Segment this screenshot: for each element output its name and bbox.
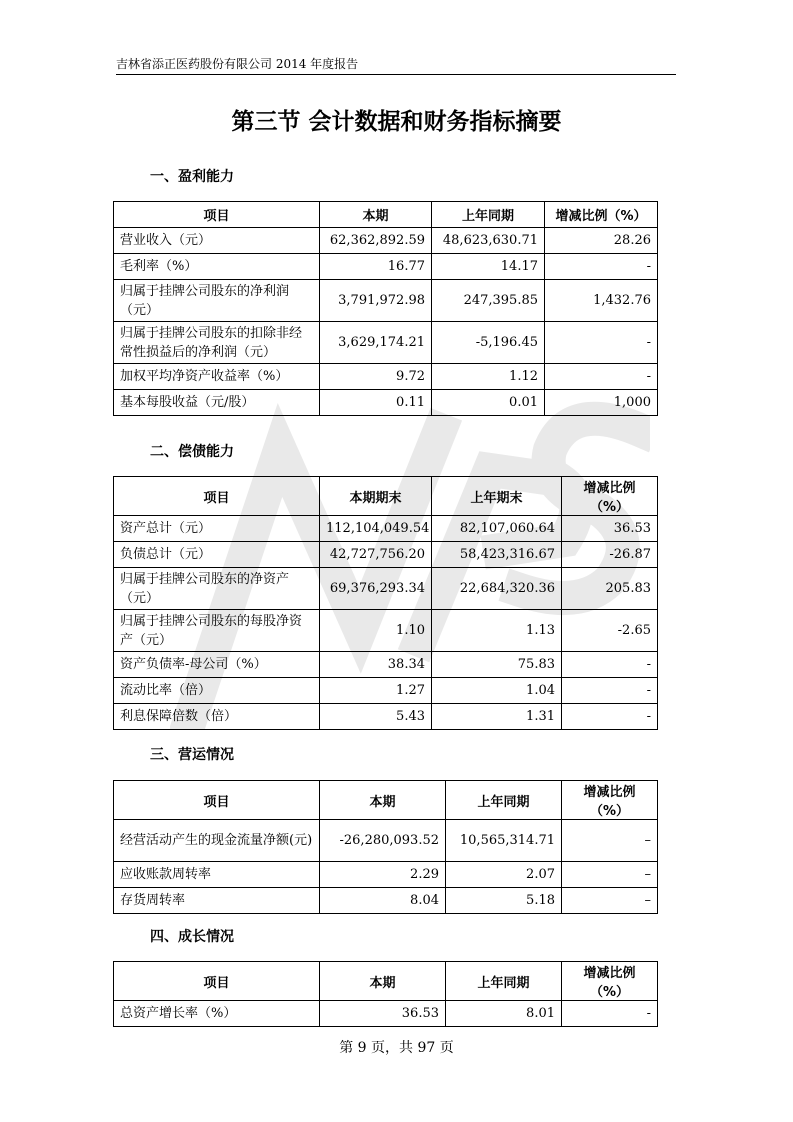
- cell-previous: 14.17: [432, 254, 545, 280]
- column-header: 本期: [320, 962, 446, 1001]
- cell-previous: 5.18: [446, 888, 562, 914]
- cell-current: 42,727,756.20: [320, 542, 432, 568]
- cell-current: 3,791,972.98: [320, 280, 432, 322]
- cell-previous: 58,423,316.67: [432, 542, 562, 568]
- cell-change: –: [562, 888, 658, 914]
- row-label: 流动比率（倍）: [114, 678, 320, 704]
- cell-change: -: [562, 704, 658, 730]
- column-header: 本期: [320, 781, 446, 820]
- cell-current: -26,280,093.52: [320, 820, 446, 862]
- cell-previous: 1.04: [432, 678, 562, 704]
- cell-previous: 2.07: [446, 862, 562, 888]
- row-label: 毛利率（%）: [114, 254, 320, 280]
- table-row: [114, 516, 658, 542]
- cell-current: 36.53: [320, 1001, 446, 1027]
- row-label: 应收账款周转率: [114, 862, 320, 888]
- table-row: [114, 390, 658, 416]
- cell-change: -: [545, 254, 658, 280]
- cell-change: -: [545, 364, 658, 390]
- cell-change: 36.53: [562, 516, 658, 542]
- solvency-table: [113, 476, 658, 730]
- column-header: 上年同期: [446, 962, 562, 1001]
- table-header-row: [114, 962, 658, 1001]
- column-header: 项目: [114, 962, 320, 1001]
- cell-current: 112,104,049.54: [320, 516, 432, 542]
- table-header-row: [114, 781, 658, 820]
- table-row: [114, 228, 658, 254]
- cell-current: 5.43: [320, 704, 432, 730]
- cell-previous: 0.01: [432, 390, 545, 416]
- row-label: 营业收入（元）: [114, 228, 320, 254]
- table-row: [114, 704, 658, 730]
- row-label: 负债总计（元）: [114, 542, 320, 568]
- column-header: 上年同期: [432, 202, 545, 228]
- column-header: 增减比例（%）: [562, 962, 658, 1001]
- table-row: [114, 652, 658, 678]
- row-label: 资产总计（元）: [114, 516, 320, 542]
- page-header: 吉林省添正医药股份有限公司 2014 年度报告: [116, 56, 676, 75]
- row-label: 经营活动产生的现金流量净额(元): [114, 820, 320, 862]
- table-row: [114, 820, 658, 862]
- cell-current: 16.77: [320, 254, 432, 280]
- cell-current: 2.29: [320, 862, 446, 888]
- column-header: 项目: [114, 477, 320, 516]
- row-label: 利息保障倍数（倍）: [114, 704, 320, 730]
- column-header: 增减比例（%）: [545, 202, 658, 228]
- profitability-table: [113, 201, 658, 416]
- growth-table: [113, 961, 658, 1027]
- cell-change: -: [562, 678, 658, 704]
- table-row: [114, 568, 658, 610]
- table-row: [114, 254, 658, 280]
- cell-change: 1,432.76: [545, 280, 658, 322]
- cell-current: 1.27: [320, 678, 432, 704]
- cell-current: 0.11: [320, 390, 432, 416]
- row-label: 归属于挂牌公司股东的净资产（元）: [114, 568, 320, 610]
- column-header: 增减比例（%）: [562, 477, 658, 516]
- cell-previous: 247,395.85: [432, 280, 545, 322]
- cell-previous: -5,196.45: [432, 322, 545, 364]
- cell-current: 9.72: [320, 364, 432, 390]
- column-header: 上年同期: [446, 781, 562, 820]
- table-row: [114, 678, 658, 704]
- cell-change: -2.65: [562, 610, 658, 652]
- row-label: 归属于挂牌公司股东的净利润（元）: [114, 280, 320, 322]
- page-title: 第三节 会计数据和财务指标摘要: [231, 109, 562, 135]
- cell-change: 1,000: [545, 390, 658, 416]
- table-row: [114, 888, 658, 914]
- cell-previous: 22,684,320.36: [432, 568, 562, 610]
- table-row: [114, 610, 658, 652]
- section-heading-solvency: 二、偿债能力: [150, 444, 234, 460]
- column-header: 增减比例（%）: [562, 781, 658, 820]
- section-heading-growth: 四、成长情况: [150, 929, 234, 945]
- column-header: 本期: [320, 202, 432, 228]
- table-header-row: [114, 477, 658, 516]
- cell-previous: 8.01: [446, 1001, 562, 1027]
- cell-current: 1.10: [320, 610, 432, 652]
- cell-change: 28.26: [545, 228, 658, 254]
- row-label: 基本每股收益（元/股）: [114, 390, 320, 416]
- table-row: [114, 322, 658, 364]
- row-label: 资产负债率-母公司（%）: [114, 652, 320, 678]
- column-header: 项目: [114, 781, 320, 820]
- page-footer: 第 9 页，共 97 页: [339, 1040, 454, 1056]
- cell-previous: 1.31: [432, 704, 562, 730]
- cell-change: -: [545, 322, 658, 364]
- cell-current: 3,629,174.21: [320, 322, 432, 364]
- column-header: 上年期末: [432, 477, 562, 516]
- table-row: [114, 862, 658, 888]
- cell-previous: 1.12: [432, 364, 545, 390]
- cell-change: –: [562, 820, 658, 862]
- cell-current: 62,362,892.59: [320, 228, 432, 254]
- cell-previous: 82,107,060.64: [432, 516, 562, 542]
- table-header-row: [114, 202, 658, 228]
- row-label: 归属于挂牌公司股东的每股净资产（元）: [114, 610, 320, 652]
- operations-table: [113, 780, 658, 914]
- cell-previous: 75.83: [432, 652, 562, 678]
- column-header: 项目: [114, 202, 320, 228]
- table-row: [114, 280, 658, 322]
- row-label: 存货周转率: [114, 888, 320, 914]
- table-row: [114, 542, 658, 568]
- cell-previous: 48,623,630.71: [432, 228, 545, 254]
- cell-change: –: [562, 862, 658, 888]
- row-label: 归属于挂牌公司股东的扣除非经常性损益后的净利润（元）: [114, 322, 320, 364]
- section-heading-profitability: 一、盈利能力: [150, 169, 234, 185]
- row-label: 总资产增长率（%）: [114, 1001, 320, 1027]
- cell-previous: 10,565,314.71: [446, 820, 562, 862]
- cell-previous: 1.13: [432, 610, 562, 652]
- table-row: [114, 364, 658, 390]
- cell-change: -: [562, 652, 658, 678]
- cell-current: 69,376,293.34: [320, 568, 432, 610]
- cell-change: -26.87: [562, 542, 658, 568]
- table-row: [114, 1001, 658, 1027]
- cell-current: 8.04: [320, 888, 446, 914]
- section-heading-operations: 三、营运情况: [150, 747, 234, 763]
- cell-change: 205.83: [562, 568, 658, 610]
- cell-change: -: [562, 1001, 658, 1027]
- column-header: 本期期末: [320, 477, 432, 516]
- row-label: 加权平均净资产收益率（%）: [114, 364, 320, 390]
- cell-current: 38.34: [320, 652, 432, 678]
